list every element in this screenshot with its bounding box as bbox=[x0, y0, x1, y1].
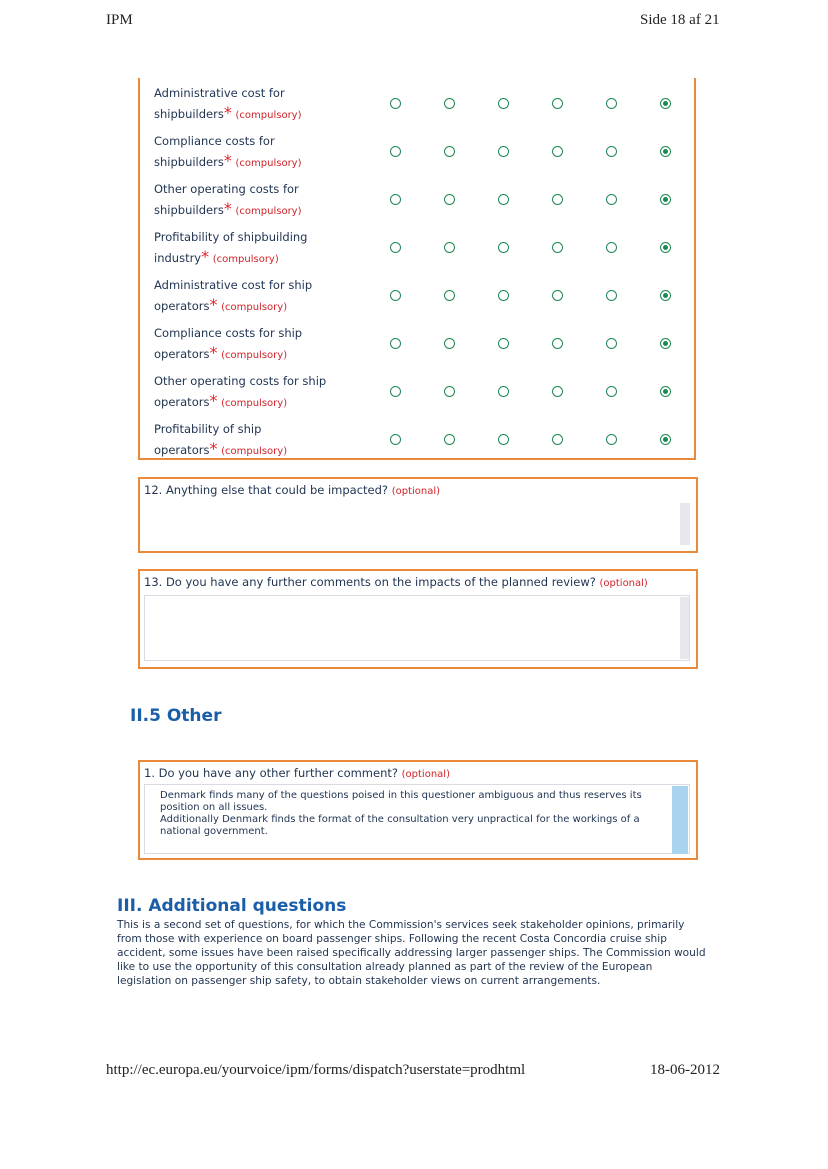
radio-button[interactable] bbox=[552, 338, 563, 349]
required-marker: * bbox=[223, 103, 232, 122]
radio-button[interactable] bbox=[606, 194, 617, 205]
radio-button[interactable] bbox=[552, 386, 563, 397]
radio-button[interactable] bbox=[498, 386, 509, 397]
radio-button[interactable] bbox=[498, 290, 509, 301]
radio-button[interactable] bbox=[390, 194, 401, 205]
question-other-1-label: 1. Do you have any other further comment? bbox=[144, 766, 398, 780]
radio-button[interactable] bbox=[444, 386, 455, 397]
question-other-1-answer bbox=[160, 790, 650, 838]
rating-row bbox=[140, 80, 694, 128]
radio-button[interactable] bbox=[444, 290, 455, 301]
rating-row bbox=[140, 416, 694, 464]
header-page-number: Side 18 af 21 bbox=[640, 12, 720, 28]
radio-button[interactable] bbox=[606, 290, 617, 301]
radio-button[interactable] bbox=[498, 98, 509, 109]
radio-button[interactable] bbox=[444, 98, 455, 109]
row-label-line2: operators bbox=[154, 395, 210, 409]
compulsory-tag: (compulsory) bbox=[221, 446, 288, 457]
radio-button-selected[interactable] bbox=[660, 338, 671, 349]
radio-button[interactable] bbox=[444, 338, 455, 349]
rating-row-label bbox=[154, 371, 354, 414]
question-12-label: 12. Anything else that could be impacted? bbox=[144, 483, 389, 497]
radio-button[interactable] bbox=[498, 242, 509, 253]
answer-line: Denmark finds many of the questions poised in this questioner ambiguous and thus reserves its bbox=[160, 790, 642, 801]
radio-button[interactable] bbox=[444, 242, 455, 253]
rating-row bbox=[140, 176, 694, 224]
question-12-textarea[interactable] bbox=[144, 503, 690, 547]
compulsory-tag: (compulsory) bbox=[235, 110, 302, 121]
required-marker: * bbox=[209, 391, 218, 410]
section-additional-title: III. Additional questions bbox=[117, 896, 347, 916]
radio-button[interactable] bbox=[390, 338, 401, 349]
row-label-line1: Compliance costs for ship bbox=[154, 326, 303, 340]
radio-button-selected[interactable] bbox=[660, 98, 671, 109]
answer-line: position on all issues. bbox=[160, 802, 268, 813]
radio-button[interactable] bbox=[390, 386, 401, 397]
radio-button[interactable] bbox=[606, 434, 617, 445]
header-app-name: IPM bbox=[106, 12, 133, 28]
radio-button[interactable] bbox=[606, 338, 617, 349]
footer-url: http://ec.europa.eu/yourvoice/ipm/forms/dispatch?userstate=prodhtml bbox=[106, 1062, 526, 1078]
radio-button[interactable] bbox=[552, 194, 563, 205]
row-label-line2: shipbuilders bbox=[154, 107, 224, 121]
row-label-line2: shipbuilders bbox=[154, 203, 224, 217]
section-other-title: II.5 Other bbox=[130, 706, 222, 726]
radio-button-selected[interactable] bbox=[660, 386, 671, 397]
required-marker: * bbox=[223, 151, 232, 170]
section-additional-paragraph: This is a second set of questions, for which the Commission's services seek stakeholder opinions, primarily from those with experience on board passenger ships. Following the recent Costa Concordia cruise ship accident, some issues have been raised specifically addressing larger passenger ships. The Commission would like to use the opportunity of this consultation already planned as part of the review of the European legislation on passenger ship safety, to obtain stakeholder views on current arrangements. bbox=[117, 919, 706, 987]
answer-line: national government. bbox=[160, 826, 268, 837]
rating-row bbox=[140, 320, 694, 368]
row-label-line2: shipbuilders bbox=[154, 155, 224, 169]
row-label-line2: industry bbox=[154, 251, 202, 265]
radio-button-selected[interactable] bbox=[660, 242, 671, 253]
row-label-line1: Other operating costs for ship bbox=[154, 374, 327, 388]
radio-button[interactable] bbox=[552, 434, 563, 445]
optional-tag: (optional) bbox=[599, 578, 648, 589]
rating-row bbox=[140, 224, 694, 272]
compulsory-tag: (compulsory) bbox=[221, 398, 288, 409]
compulsory-tag: (compulsory) bbox=[235, 158, 302, 169]
radio-button[interactable] bbox=[390, 290, 401, 301]
compulsory-tag: (compulsory) bbox=[235, 206, 302, 217]
radio-button[interactable] bbox=[444, 194, 455, 205]
rating-row bbox=[140, 128, 694, 176]
radio-button[interactable] bbox=[498, 338, 509, 349]
required-marker: * bbox=[209, 295, 218, 314]
compulsory-tag: (compulsory) bbox=[221, 302, 288, 313]
radio-button-selected[interactable] bbox=[660, 434, 671, 445]
radio-button[interactable] bbox=[498, 434, 509, 445]
row-label-line2: operators bbox=[154, 347, 210, 361]
compulsory-tag: (compulsory) bbox=[221, 350, 288, 361]
question-12-box bbox=[138, 477, 698, 553]
question-12-scrollbar[interactable] bbox=[680, 503, 690, 545]
rating-row-label bbox=[154, 227, 354, 270]
radio-button[interactable] bbox=[390, 242, 401, 253]
row-label-line1: Administrative cost for bbox=[154, 86, 285, 100]
radio-button[interactable] bbox=[552, 146, 563, 157]
question-other-1-scrollbar[interactable] bbox=[672, 786, 688, 854]
required-marker: * bbox=[223, 199, 232, 218]
row-label-line2: operators bbox=[154, 299, 210, 313]
radio-button[interactable] bbox=[498, 146, 509, 157]
question-other-1-box bbox=[138, 760, 698, 860]
radio-button[interactable] bbox=[390, 146, 401, 157]
question-13-box bbox=[138, 569, 698, 669]
required-marker: * bbox=[209, 439, 218, 458]
row-label-line1: Administrative cost for ship bbox=[154, 278, 313, 292]
radio-button[interactable] bbox=[552, 290, 563, 301]
radio-button[interactable] bbox=[498, 194, 509, 205]
question-13-textarea[interactable] bbox=[144, 595, 690, 661]
radio-button[interactable] bbox=[552, 98, 563, 109]
rating-row-label bbox=[154, 179, 354, 222]
radio-button[interactable] bbox=[606, 98, 617, 109]
rating-row-label bbox=[154, 131, 354, 174]
row-label-line2: operators bbox=[154, 443, 210, 457]
radio-button-selected[interactable] bbox=[660, 194, 671, 205]
row-label-line1: Compliance costs for bbox=[154, 134, 275, 148]
question-13-label: 13. Do you have any further comments on the impacts of the planned review? bbox=[144, 575, 596, 589]
radio-button-selected[interactable] bbox=[660, 290, 671, 301]
rating-row bbox=[140, 368, 694, 416]
radio-button[interactable] bbox=[606, 146, 617, 157]
row-label-line1: Profitability of shipbuilding bbox=[154, 230, 308, 244]
question-13-scrollbar[interactable] bbox=[680, 597, 689, 659]
optional-tag: (optional) bbox=[391, 486, 441, 497]
radio-button-selected[interactable] bbox=[660, 146, 671, 157]
radio-button[interactable] bbox=[606, 386, 617, 397]
required-marker: * bbox=[209, 343, 218, 362]
optional-tag: (optional) bbox=[401, 769, 450, 780]
footer-date: 18-06-2012 bbox=[650, 1062, 720, 1078]
row-label-line1: Other operating costs for bbox=[154, 182, 299, 196]
rating-row-label bbox=[154, 83, 354, 126]
impact-rating-table bbox=[138, 78, 696, 460]
rating-row bbox=[140, 272, 694, 320]
radio-button[interactable] bbox=[390, 98, 401, 109]
radio-button[interactable] bbox=[552, 242, 563, 253]
rating-row-label bbox=[154, 419, 354, 462]
radio-button[interactable] bbox=[444, 146, 455, 157]
compulsory-tag: (compulsory) bbox=[212, 254, 279, 265]
answer-line: Additionally Denmark finds the format of the consultation very unpractical for the workings of a bbox=[160, 814, 640, 825]
row-label-line1: Profitability of ship bbox=[154, 422, 262, 436]
radio-button[interactable] bbox=[444, 434, 455, 445]
rating-row-label bbox=[154, 275, 354, 318]
rating-row-label bbox=[154, 323, 354, 366]
radio-button[interactable] bbox=[606, 242, 617, 253]
radio-button[interactable] bbox=[390, 434, 401, 445]
required-marker: * bbox=[201, 247, 210, 266]
